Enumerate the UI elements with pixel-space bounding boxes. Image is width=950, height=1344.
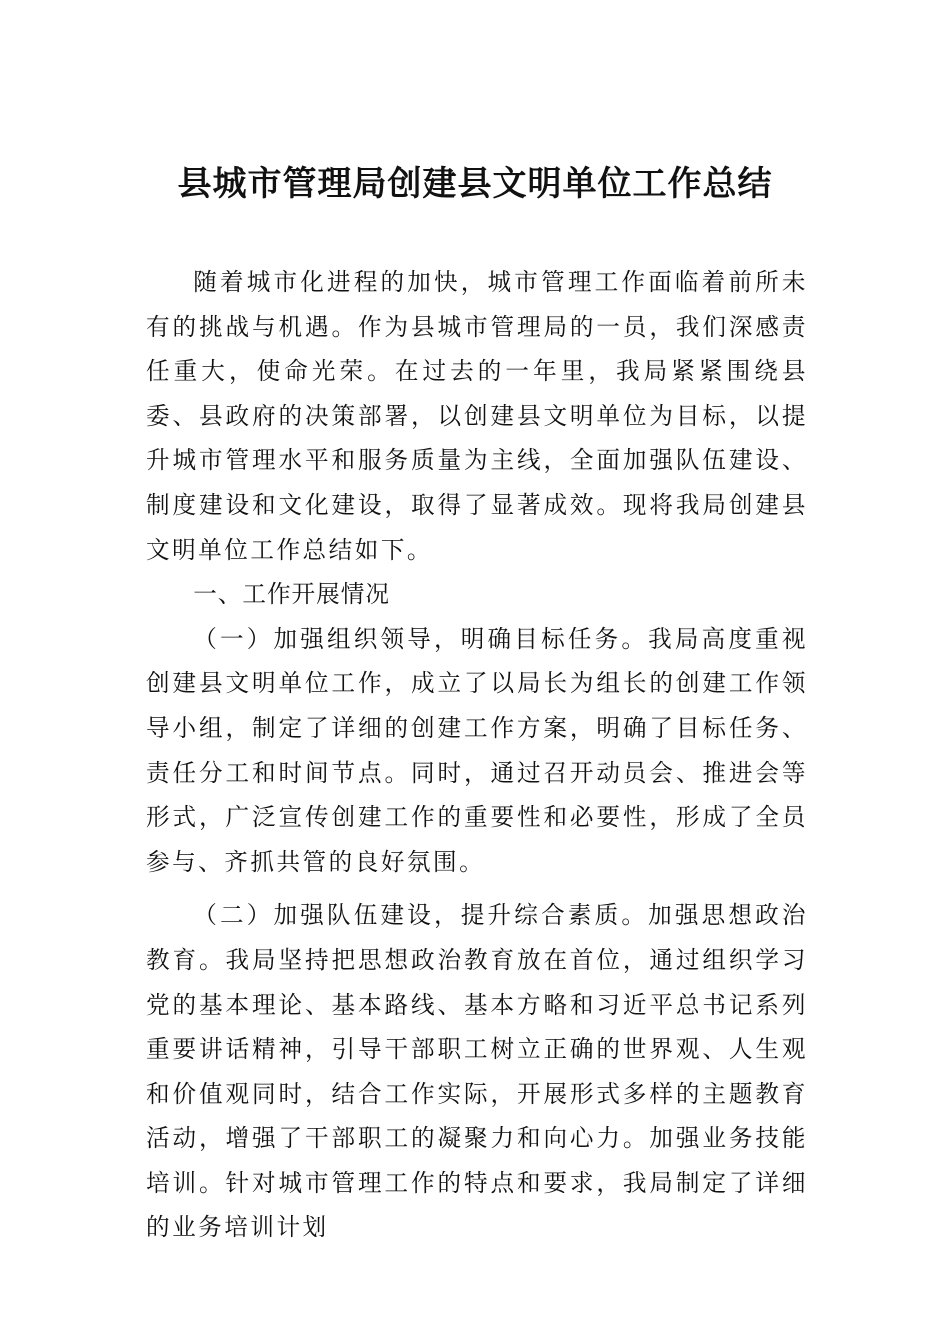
section-heading-work-progress: 一、工作开展情况 (193, 580, 390, 609)
intro-paragraph: 随着城市化进程的加快，城市管理工作面临着前所未有的挑战与机遇。作为县城市管理局的一员，我们深感责任重大，使命光荣。在过去的一年里，我局紧紧围绕县委、县政府的决策部署，以创建县文明单位为目标，以提升城市管理水平和服务质量为主线，全面加强队伍建设、制度建设和文化建设，取得了显著成效。现将我局创建县文明单位工作总结如下。 (146, 268, 808, 564)
document-body (146, 260, 808, 1250)
document-title: 县城市管理局创建县文明单位工作总结 (177, 164, 773, 204)
paragraph-organization-leadership: （一）加强组织领导，明确目标任务。我局高度重视创建县文明单位工作，成立了以局长为组长的创建工作领导小组，制定了详细的创建工作方案，明确了目标任务、责任分工和时间节点。同时，通过召开动员会、推进会等形式，广泛宣传创建工作的重要性和必要性，形成了全员参与、齐抓共管的良好氛围。 (146, 624, 808, 876)
paragraph-spacer (146, 884, 808, 893)
paragraph-team-building: （二）加强队伍建设，提升综合素质。加强思想政治教育。我局坚持把思想政治教育放在首位，通过组织学习党的基本理论、基本路线、基本方略和习近平总书记系列重要讲话精神，引导干部职工树立正确的世界观、人生观和价值观同时，结合工作实际，开展形式多样的主题教育活动，增强了干部职工的凝聚力和向心力。加强业务技能培训。针对城市管理工作的特点和要求，我局制定了详细的业务培训计划 (146, 901, 808, 1242)
